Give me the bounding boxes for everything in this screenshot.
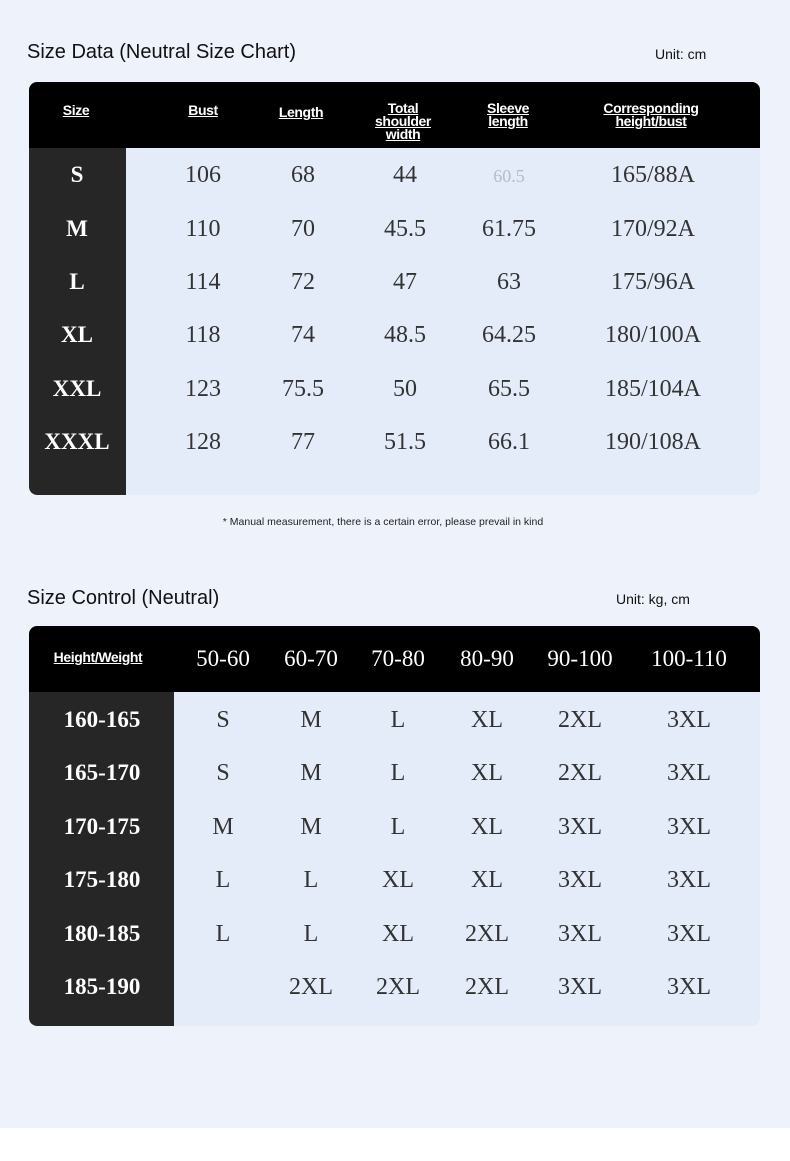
cell-height-bust: 180/100A: [605, 322, 701, 348]
cell-bust: 118: [185, 322, 221, 348]
size-cell: 3XL: [667, 921, 711, 947]
cell-bust: 128: [185, 429, 221, 455]
size-cell: 2XL: [289, 974, 333, 1000]
size-cell: S: [216, 707, 230, 733]
cell-shoulder: 50: [393, 376, 417, 402]
header-height-bust: Corresponding height/bust: [603, 100, 699, 129]
header-weight-range: 90-100: [547, 646, 613, 671]
row-height-label: 165-170: [63, 760, 141, 785]
cell-height-bust: 190/108A: [605, 429, 701, 455]
size-cell: L: [390, 760, 406, 786]
row-size-label: XXL: [52, 376, 102, 401]
size-data-unit: Unit: cm: [655, 46, 707, 62]
cell-sleeve: 65.5: [488, 376, 530, 402]
cell-sleeve: 63: [497, 269, 521, 295]
size-cell: M: [300, 707, 322, 733]
size-cell: 2XL: [465, 921, 509, 947]
cell-length: 75.5: [282, 376, 324, 402]
size-cell: L: [215, 921, 231, 947]
size-data-table: [29, 82, 760, 495]
cell-height-bust: 175/96A: [611, 269, 695, 295]
header-weight-range: 100-110: [651, 646, 727, 671]
cell-shoulder: 47: [393, 269, 417, 295]
size-cell: 3XL: [558, 974, 602, 1000]
cell-shoulder: 44: [393, 162, 417, 188]
size-control-header-row: [29, 626, 760, 692]
size-cell: 3XL: [558, 867, 602, 893]
size-cell: L: [390, 814, 406, 840]
size-cell: 3XL: [667, 760, 711, 786]
row-height-label: 180-185: [63, 921, 141, 946]
cell-sleeve: 64.25: [482, 322, 536, 348]
header-weight-range: 50-60: [196, 646, 250, 671]
size-cell: M: [300, 760, 322, 786]
size-cell: XL: [471, 707, 503, 733]
size-cell: 3XL: [667, 867, 711, 893]
row-height-label: 170-175: [63, 814, 141, 839]
cell-shoulder: 51.5: [384, 429, 426, 455]
row-height-label: 175-180: [63, 867, 141, 892]
size-cell: XL: [471, 814, 503, 840]
row-size-label: S: [70, 162, 84, 187]
header-height-weight: Height/Weight: [53, 649, 143, 665]
cell-shoulder: 45.5: [384, 216, 426, 242]
cell-length: 74: [291, 322, 315, 348]
size-control-table: [29, 626, 760, 1026]
size-control-unit: Unit: kg, cm: [616, 591, 690, 607]
header-length: Length: [278, 104, 324, 120]
size-cell: 3XL: [558, 921, 602, 947]
cell-height-bust: 185/104A: [605, 376, 701, 402]
size-cell: 2XL: [558, 760, 602, 786]
row-size-label: XXXL: [44, 429, 110, 454]
size-cell: 3XL: [667, 974, 711, 1000]
size-cell: 2XL: [465, 974, 509, 1000]
header-sleeve-length: Sleeve length: [487, 100, 529, 129]
cell-sleeve: 66.1: [488, 429, 530, 455]
cell-height-bust: 165/88A: [611, 162, 695, 188]
row-height-label: 185-190: [63, 974, 141, 999]
cell-shoulder: 48.5: [384, 322, 426, 348]
size-data-header-row: [29, 82, 760, 148]
size-cell: 3XL: [558, 814, 602, 840]
header-weight-range: 70-80: [371, 646, 425, 671]
cell-length: 77: [291, 429, 315, 455]
row-height-label: 160-165: [63, 707, 141, 732]
size-cell: L: [303, 921, 319, 947]
size-cell: M: [212, 814, 234, 840]
cell-length: 68: [291, 162, 315, 188]
cell-bust: 110: [185, 216, 221, 242]
size-cell: M: [300, 814, 322, 840]
size-cell: 2XL: [558, 707, 602, 733]
row-size-label: M: [66, 216, 88, 241]
cell-sleeve: 61.75: [482, 216, 536, 242]
cell-bust: 114: [185, 269, 221, 295]
cell-length: 72: [291, 269, 315, 295]
measurement-note: * Manual measurement, there is a certain error, please prevail in kind: [222, 516, 544, 528]
header-weight-range: 80-90: [460, 646, 514, 671]
row-size-label: XL: [61, 322, 93, 347]
size-cell: XL: [471, 867, 503, 893]
size-cell: L: [303, 867, 319, 893]
cell-bust: 123: [185, 376, 221, 402]
size-cell: XL: [382, 867, 414, 893]
size-cell: XL: [471, 760, 503, 786]
header-weight-range: 60-70: [284, 646, 338, 671]
cell-height-bust: 170/92A: [611, 216, 695, 242]
cell-bust: 106: [185, 162, 221, 188]
size-control-title: Size Control (Neutral): [27, 587, 220, 609]
size-cell: S: [216, 760, 230, 786]
size-data-title: Size Data (Neutral Size Chart): [27, 41, 296, 63]
cell-sleeve: 60.5: [493, 166, 525, 186]
size-cell: L: [390, 707, 406, 733]
header-size: Size: [62, 102, 90, 118]
size-cell: 2XL: [376, 974, 420, 1000]
header-shoulder-width: Total shoulder width: [375, 100, 431, 142]
header-bust: Bust: [188, 102, 218, 118]
cell-length: 70: [291, 216, 315, 242]
size-cell: XL: [382, 921, 414, 947]
row-size-label: L: [69, 269, 85, 294]
size-cell: 3XL: [667, 814, 711, 840]
size-cell: 3XL: [667, 707, 711, 733]
size-cell: L: [215, 867, 231, 893]
